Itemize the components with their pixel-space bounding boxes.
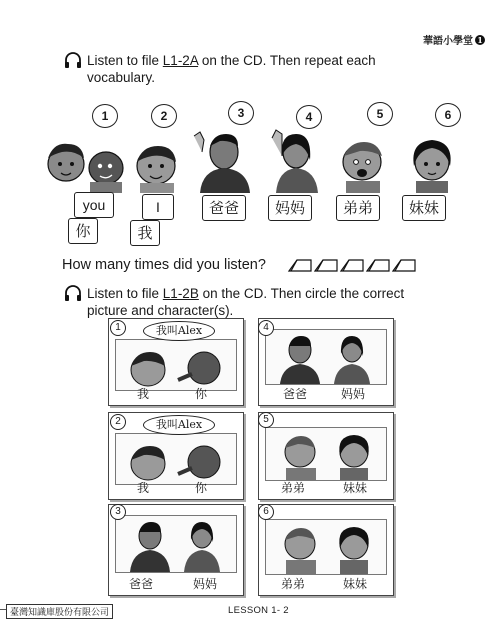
- picture-number-1: 1: [110, 320, 126, 336]
- boy-head-i: [137, 146, 176, 193]
- picture-3-illustration: [116, 516, 236, 572]
- lesson-page-label: LESSON 1- 2: [228, 605, 289, 616]
- word-card-you-zh: 你: [68, 218, 98, 244]
- instruction-2-text-b: on the CD. Then circle the correct: [198, 286, 405, 301]
- instruction-1-text-c: vocabulary.: [87, 70, 156, 85]
- vocabulary-illustration: [44, 98, 464, 193]
- instruction-1-text-b: on the CD. Then repeat each: [198, 53, 376, 68]
- brother-head: [343, 142, 382, 193]
- number-bubble-6: 6: [435, 103, 461, 127]
- picture-4-frame: [265, 329, 387, 385]
- word-card-i-zh: 我: [130, 220, 160, 246]
- picture-3-right-word[interactable]: 妈妈: [193, 577, 218, 591]
- listen-count-tents: [287, 257, 417, 273]
- picture-5-left-word[interactable]: 弟弟: [281, 481, 306, 495]
- instruction-2: [87, 285, 447, 319]
- cd-file-link-2: L1-2B: [162, 286, 199, 301]
- dad-figure: [194, 132, 250, 193]
- picture-4-right-word[interactable]: 妈妈: [341, 387, 366, 401]
- picture-1-frame: [115, 339, 237, 391]
- word-card-you-en: you: [74, 192, 114, 218]
- word-card-sister: 妹妹: [402, 195, 446, 221]
- publisher-name: 臺灣知識庫股份有限公司: [6, 604, 113, 619]
- picture-6-left-word[interactable]: 弟弟: [281, 577, 306, 591]
- brand-title: 華語小學堂: [423, 36, 473, 47]
- number-bubble-5: 5: [367, 102, 393, 126]
- picture-number-5: 5: [258, 412, 274, 428]
- book-brand: [423, 32, 485, 47]
- picture-6-frame: [265, 519, 387, 575]
- family-heads-illustration: [44, 126, 464, 193]
- speech-bubble-1: 我叫Alex: [143, 321, 215, 341]
- boy-head-you: [48, 144, 84, 181]
- picture-4-left-word[interactable]: 爸爸: [283, 387, 308, 401]
- headphones-icon: [64, 285, 82, 301]
- picture-2-illustration: [116, 434, 236, 484]
- picture-box-2[interactable]: [108, 412, 244, 500]
- picture-5-right-word[interactable]: 妹妹: [343, 481, 368, 495]
- picture-number-4: 4: [258, 320, 274, 336]
- speech-bubble-2: 我叫Alex: [143, 415, 215, 435]
- word-card-brother: 弟弟: [336, 195, 380, 221]
- picture-box-5[interactable]: [258, 412, 394, 500]
- volume-number-badge: 1: [475, 35, 485, 45]
- picture-2-right-word[interactable]: 你: [195, 481, 208, 495]
- number-bubble-1: 1: [92, 104, 118, 128]
- picture-box-4[interactable]: [258, 318, 394, 406]
- sister-head: [413, 140, 450, 193]
- mom-figure: [272, 130, 318, 193]
- cd-file-link-1: L1-2A: [162, 53, 199, 68]
- headphones-icon: [64, 52, 82, 68]
- word-card-i-en: I: [142, 194, 174, 220]
- picture-2-left-word[interactable]: 我: [137, 481, 150, 495]
- word-card-mom: 妈妈: [268, 195, 312, 221]
- picture-6-right-word[interactable]: 妹妹: [343, 577, 368, 591]
- picture-6-illustration: [266, 520, 386, 574]
- picture-1-illustration: [116, 340, 236, 390]
- picture-box-1[interactable]: [108, 318, 244, 406]
- instruction-2-text-a: Listen to file: [87, 286, 163, 301]
- boy-head-dark: [89, 152, 123, 193]
- picture-number-6: 6: [258, 504, 274, 520]
- picture-4-illustration: [266, 330, 386, 384]
- picture-number-3: 3: [110, 504, 126, 520]
- picture-number-2: 2: [110, 414, 126, 430]
- listen-times-question: How many times did you listen?: [62, 257, 266, 273]
- picture-5-frame: [265, 427, 387, 481]
- instruction-2-text-c: picture and character(s).: [87, 303, 234, 318]
- number-bubble-3: 3: [228, 101, 254, 125]
- instruction-1-text-a: Listen to file: [87, 53, 163, 68]
- picture-box-3[interactable]: [108, 504, 244, 596]
- picture-1-right-word[interactable]: 你: [195, 387, 208, 401]
- picture-box-6[interactable]: [258, 504, 394, 596]
- picture-2-frame: [115, 433, 237, 485]
- number-bubble-2: 2: [151, 104, 177, 128]
- picture-3-left-word[interactable]: 爸爸: [129, 577, 154, 591]
- instruction-1: [87, 52, 447, 86]
- number-bubble-4: 4: [296, 105, 322, 129]
- picture-3-frame: [115, 515, 237, 573]
- picture-1-left-word[interactable]: 我: [137, 387, 150, 401]
- word-card-dad: 爸爸: [202, 195, 246, 221]
- picture-5-illustration: [266, 428, 386, 480]
